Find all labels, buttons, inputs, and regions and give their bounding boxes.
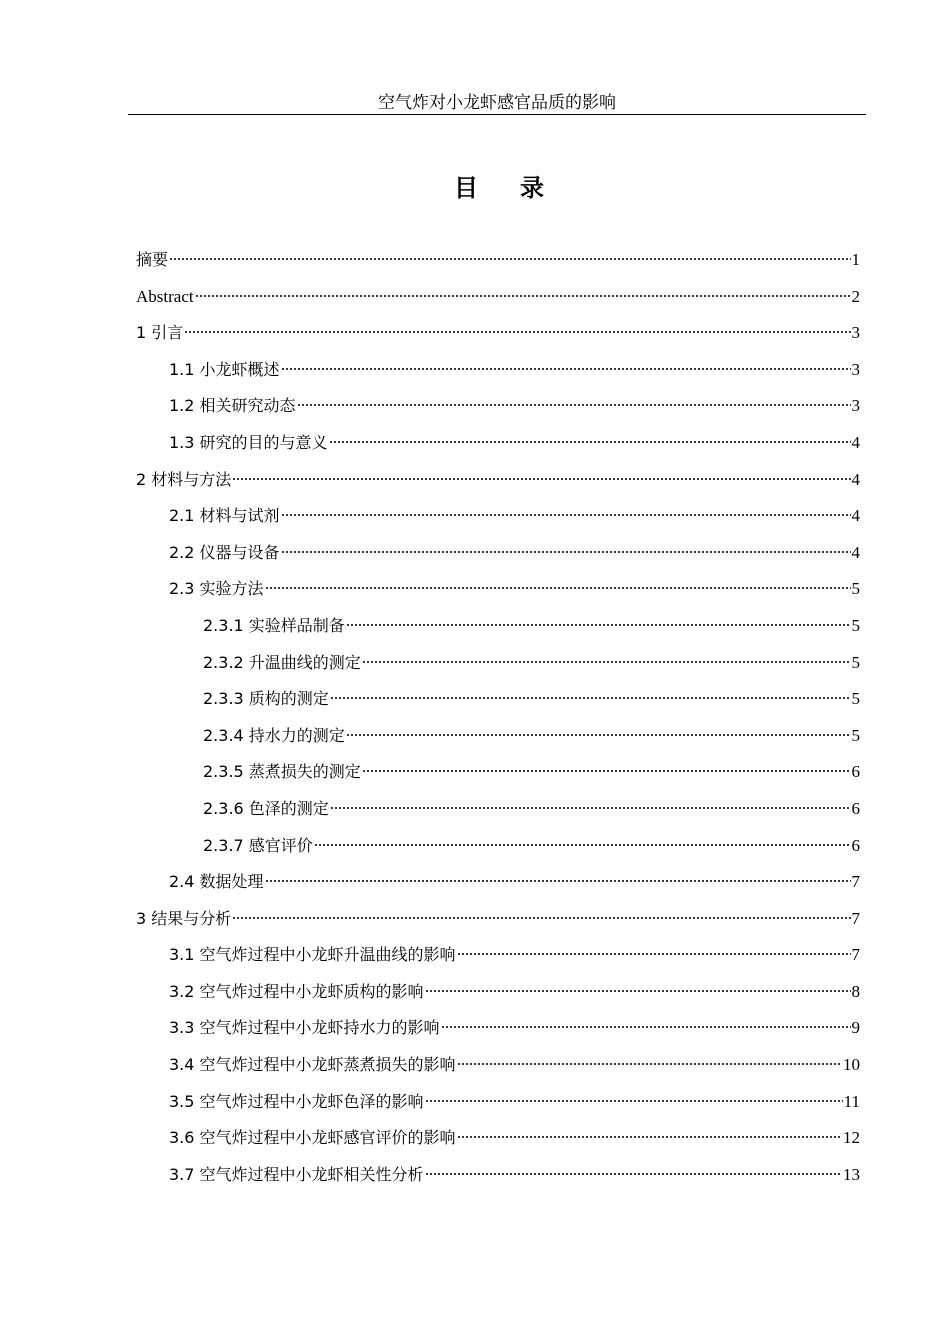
toc-dot-leader [457,1062,842,1066]
toc-entry[interactable] [136,1010,860,1047]
toc-dot-leader [195,294,851,298]
toc-entry[interactable] [136,462,860,499]
toc-entry[interactable] [136,352,860,389]
toc-entry-label: 3.4 空气炸过程中小龙虾蒸煮损失的影响 [169,1055,456,1075]
toc-entry[interactable] [136,791,860,828]
toc-entry-page-number: 1 [851,250,860,269]
toc-entry-label: 2.3.4 持水力的测定 [203,725,345,745]
toc-dot-leader [169,257,850,261]
toc-entry[interactable] [136,242,860,279]
toc-entry-label: 2.3.2 升温曲线的测定 [203,652,361,672]
toc-entry[interactable] [136,901,860,938]
toc-entry-page-number: 4 [851,469,860,489]
toc-entry-label: 2.3.6 色泽的测定 [203,798,329,818]
toc-entry[interactable] [136,974,860,1011]
toc-dot-leader [425,989,851,993]
toc-entry[interactable] [136,1047,860,1084]
toc-entry-page-number: 6 [851,762,860,782]
toc-dot-leader [232,477,850,481]
toc-dot-leader [346,733,851,737]
toc-entry-page-number: 7 [851,945,860,965]
toc-entry[interactable] [136,1157,860,1194]
toc-entry-page-number: 5 [851,689,860,709]
toc-dot-leader [425,1172,842,1176]
toc-entry-page-number: 2 [851,286,860,306]
toc-title-left: 目 [454,174,480,202]
toc-entry-label: 1.3 研究的目的与意义 [169,432,328,452]
toc-entry-label: 2.3.7 感官评价 [203,835,313,855]
toc-entry-page-number: 5 [851,652,860,672]
toc-entry-label: 2.3.1 实验样品制备 [203,615,345,635]
toc-entry-label: 3.1 空气炸过程中小龙虾升温曲线的影响 [169,945,456,965]
toc-entry-label: 3.5 空气炸过程中小龙虾色泽的影响 [169,1091,424,1111]
toc-entry[interactable] [136,279,860,316]
toc-entry[interactable] [136,498,860,535]
toc-dot-leader [265,879,851,883]
toc-dot-leader [362,660,851,664]
toc-entry-page-number: 7 [851,872,860,892]
toc-entry-label: 2.2 仪器与设备 [169,542,280,562]
toc-entry[interactable] [136,1120,860,1157]
toc-dot-leader [457,1135,842,1139]
toc-entry[interactable] [136,754,860,791]
toc-dot-leader [457,952,851,956]
toc-entry[interactable] [136,681,860,718]
toc-entry-page-number: 5 [851,615,860,635]
toc-entry-page-number: 4 [851,542,860,562]
toc-dot-leader [281,550,851,554]
toc-entry[interactable] [136,388,860,425]
toc-entry-label: Abstract [136,286,194,306]
toc-title-right: 录 [520,174,546,202]
toc-entry-page-number: 7 [851,908,860,928]
toc-entry-page-number: 8 [851,981,860,1001]
toc-dot-leader [184,330,850,334]
toc-entry-label: 3.2 空气炸过程中小龙虾质构的影响 [169,981,424,1001]
toc-entry-page-number: 5 [851,725,860,745]
toc-entry-page-number: 4 [851,432,860,452]
toc-dot-leader [281,367,851,371]
toc-entry[interactable] [136,608,860,645]
toc-entry[interactable] [136,937,860,974]
toc-title [0,168,950,203]
toc-entry-page-number: 12 [843,1128,860,1148]
toc-entry-page-number: 3 [851,396,860,416]
toc-entry-page-number: 6 [851,798,860,818]
table-of-contents [136,242,860,1193]
header-rule [128,114,866,115]
toc-entry-label: 1 引言 [136,323,184,343]
toc-dot-leader [425,1099,843,1103]
toc-entry-label: 3.6 空气炸过程中小龙虾感官评价的影响 [169,1128,456,1148]
toc-entry-label: 2.1 材料与试剂 [169,506,280,526]
toc-entry[interactable] [136,864,860,901]
toc-entry[interactable] [136,315,860,352]
toc-entry[interactable] [136,1084,860,1121]
toc-entry-label: 2 材料与方法 [136,469,232,489]
toc-entry[interactable] [136,718,860,755]
toc-entry-page-number: 9 [851,1018,860,1038]
toc-entry-page-number: 3 [851,359,860,379]
toc-entry-page-number: 13 [843,1164,860,1184]
toc-dot-leader [346,623,851,627]
toc-entry[interactable] [136,571,860,608]
toc-entry-label: 2.3 实验方法 [169,579,264,599]
toc-dot-leader [281,513,851,517]
toc-entry-label: 摘要 [136,250,169,269]
toc-entry-page-number: 10 [843,1055,860,1075]
toc-dot-leader [232,916,850,920]
toc-entry-label: 2.3.3 质构的测定 [203,689,329,709]
toc-entry-label: 2.4 数据处理 [169,872,264,892]
toc-entry-label: 3.7 空气炸过程中小龙虾相关性分析 [169,1164,424,1184]
toc-dot-leader [441,1025,851,1029]
toc-dot-leader [265,586,851,590]
toc-dot-leader [362,769,851,773]
toc-entry[interactable] [136,828,860,865]
toc-entry-label: 2.3.5 蒸煮损失的测定 [203,762,361,782]
toc-dot-leader [330,696,851,700]
toc-dot-leader [297,403,851,407]
toc-entry[interactable] [136,535,860,572]
running-header: 空气炸对小龙虾感官品质的影响 [378,93,616,113]
toc-entry[interactable] [136,425,860,462]
toc-entry-label: 1.2 相关研究动态 [169,396,296,416]
toc-entry-label: 3.3 空气炸过程中小龙虾持水力的影响 [169,1018,440,1038]
toc-dot-leader [314,843,851,847]
toc-entry-page-number: 6 [851,835,860,855]
toc-entry-page-number: 4 [851,506,860,526]
toc-entry-label: 3 结果与分析 [136,908,232,928]
toc-entry-label: 1.1 小龙虾概述 [169,359,280,379]
toc-dot-leader [330,806,851,810]
toc-dot-leader [329,440,851,444]
toc-entry-page-number: 11 [843,1091,860,1111]
toc-entry-page-number: 5 [851,579,860,599]
toc-entry[interactable] [136,645,860,682]
toc-entry-page-number: 3 [851,323,860,343]
